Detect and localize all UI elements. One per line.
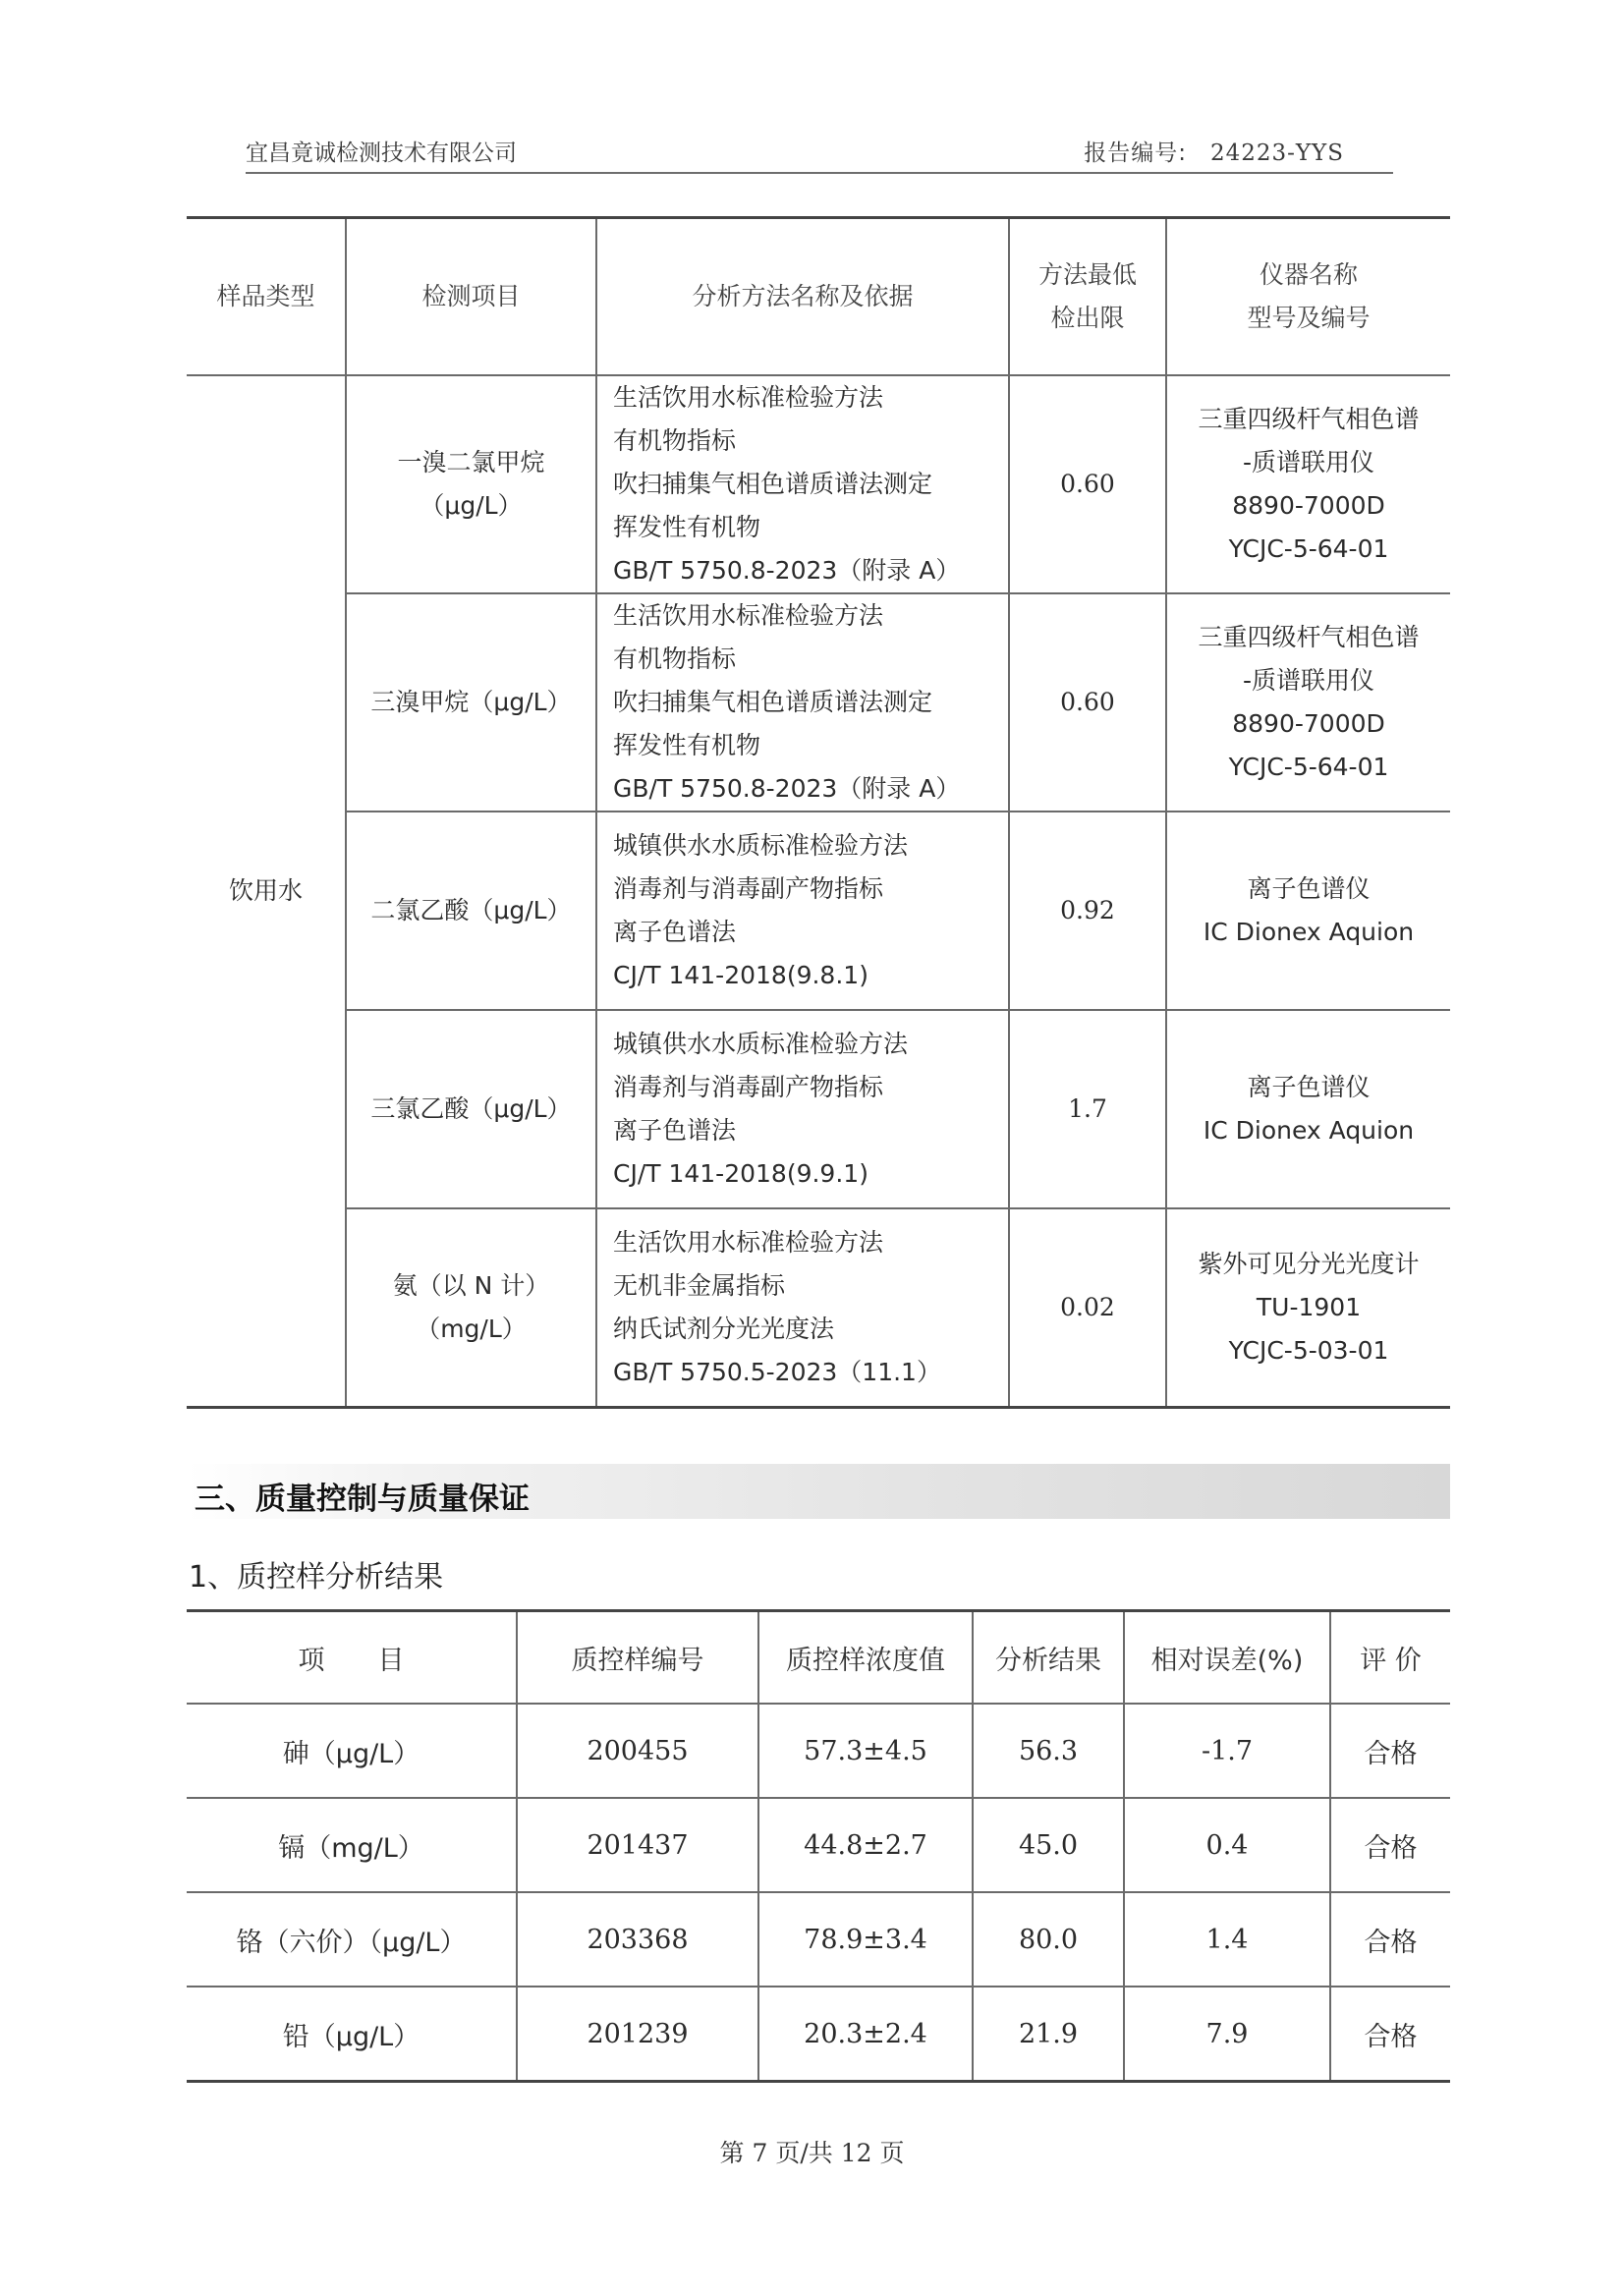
cell-text-line: CJ/T 141-2018(9.8.1): [613, 961, 868, 989]
cell-text-line: 生活饮用水标准检验方法: [613, 383, 884, 412]
qc-table-header-row: [187, 1611, 1450, 1705]
cell-text-line: （μg/L）: [420, 491, 523, 520]
cell-text-line: IC Dionex Aquion: [1203, 1116, 1415, 1145]
method-cell: [596, 1010, 1009, 1208]
sample-type-cell: 饮用水: [187, 375, 346, 1408]
cell-text-line: 挥发性有机物: [613, 731, 761, 759]
table-row: [187, 1798, 1450, 1892]
table-row: [187, 1704, 1450, 1798]
cell-text-line: 消毒剂与消毒副产物指标: [613, 1073, 884, 1101]
cell-text-line: 无机非金属指标: [613, 1271, 786, 1300]
method-cell: [596, 1208, 1009, 1408]
item-cell: [346, 1208, 596, 1408]
cell-text-line: 有机物指标: [613, 426, 737, 455]
cell-text-line: （mg/L）: [416, 1315, 527, 1343]
qc-evaluation-cell: 合格: [1330, 1892, 1450, 1987]
qc-sample-no-cell: 201239: [517, 1987, 758, 2082]
qc-sample-no-cell: 203368: [517, 1892, 758, 1987]
qc-concentration-cell: 78.9±3.4: [758, 1892, 973, 1987]
cell-text-line: 纳氏试剂分光光度法: [613, 1315, 835, 1343]
qc-header-result: 分析结果: [973, 1611, 1124, 1705]
qc-item-cell: 砷（μg/L）: [187, 1704, 517, 1798]
item-cell: [346, 593, 596, 812]
qc-result-cell: 56.3: [973, 1704, 1124, 1798]
instrument-cell: [1166, 812, 1450, 1010]
cell-text-line: 三重四级杆气相色谱: [1198, 405, 1420, 433]
page-number: 第 7 页/共 12 页: [719, 2139, 905, 2167]
qc-header-evaluation: 评 价: [1330, 1611, 1450, 1705]
cell-text-line: 生活饮用水标准检验方法: [613, 601, 884, 630]
cell-text-line: 生活饮用水标准检验方法: [613, 1228, 884, 1257]
cell-text-line: 一溴二氯甲烷: [397, 448, 545, 476]
header-item: 检测项目: [346, 218, 596, 376]
limit-cell: 0.02: [1009, 1208, 1166, 1408]
cell-text-line: YCJC-5-64-01: [1228, 534, 1389, 563]
cell-text-line: 氨（以 N 计）: [392, 1271, 550, 1300]
cell-text-line: 三溴甲烷（μg/L）: [370, 688, 572, 716]
cell-text-line: 检出限: [1050, 304, 1125, 332]
table-row: [187, 812, 1450, 1010]
qc-concentration-cell: 57.3±4.5: [758, 1704, 973, 1798]
qc-results-table: [187, 1609, 1450, 2083]
report-number-value: 24223-YYS: [1209, 140, 1344, 166]
cell-text-line: 二氯乙酸（μg/L）: [370, 896, 572, 924]
instrument-cell: [1166, 593, 1450, 812]
instrument-cell: [1166, 1010, 1450, 1208]
qc-result-cell: 80.0: [973, 1892, 1124, 1987]
table-row: [187, 1208, 1450, 1408]
cell-text-line: 三重四级杆气相色谱: [1198, 623, 1420, 651]
section-heading: [187, 1464, 1450, 1519]
limit-cell: 0.60: [1009, 375, 1166, 593]
method-cell: [596, 593, 1009, 812]
qc-rel-error-cell: 1.4: [1124, 1892, 1330, 1987]
cell-text-line: 有机物指标: [613, 644, 737, 673]
qc-header-item: 项 目: [187, 1611, 517, 1705]
cell-text-line: 离子色谱仪: [1247, 1073, 1371, 1101]
table-row: [187, 593, 1450, 812]
cell-text-line: 8890-7000D: [1232, 491, 1385, 520]
instrument-cell: [1166, 375, 1450, 593]
cell-text-line: 仪器名称: [1259, 260, 1358, 289]
cell-text-line: 离子色谱仪: [1247, 874, 1371, 903]
cell-text-line: GB/T 5750.8-2023（附录 A）: [613, 556, 961, 585]
cell-text-line: CJ/T 141-2018(9.9.1): [613, 1159, 868, 1188]
cell-text-line: GB/T 5750.8-2023（附录 A）: [613, 774, 961, 803]
qc-evaluation-cell: 合格: [1330, 1987, 1450, 2082]
section-title: 三、质量控制与质量保证: [195, 1482, 530, 1517]
cell-text-line: 方法最低: [1037, 260, 1137, 289]
cell-text-line: IC Dionex Aquion: [1203, 918, 1415, 946]
qc-header-sample-no: 质控样编号: [517, 1611, 758, 1705]
qc-evaluation-cell: 合格: [1330, 1704, 1450, 1798]
qc-item-cell: 镉（mg/L）: [187, 1798, 517, 1892]
cell-text-line: TU-1901: [1256, 1293, 1362, 1321]
table-row: [187, 1892, 1450, 1987]
qc-evaluation-cell: 合格: [1330, 1798, 1450, 1892]
item-cell: [346, 375, 596, 593]
cell-text-line: YCJC-5-03-01: [1228, 1336, 1389, 1365]
cell-text-line: 挥发性有机物: [613, 513, 761, 541]
cell-text-line: 三氯乙酸（μg/L）: [370, 1094, 572, 1123]
qc-rel-error-cell: 7.9: [1124, 1987, 1330, 2082]
item-cell: [346, 812, 596, 1010]
qc-result-cell: 45.0: [973, 1798, 1124, 1892]
qc-header-concentration: 质控样浓度值: [758, 1611, 973, 1705]
item-cell: [346, 1010, 596, 1208]
cell-text-line: 离子色谱法: [613, 918, 737, 946]
qc-concentration-cell: 44.8±2.7: [758, 1798, 973, 1892]
limit-cell: 0.92: [1009, 812, 1166, 1010]
company-name: 宜昌竟诚检测技术有限公司: [246, 140, 517, 166]
table-row: [187, 1010, 1450, 1208]
cell-text-line: 城镇供水水质标准检验方法: [613, 1030, 909, 1058]
cell-text-line: 紫外可见分光光度计: [1198, 1250, 1420, 1278]
instrument-cell: [1166, 1208, 1450, 1408]
methods-table-header-row: [187, 218, 1450, 376]
header-limit: [1009, 218, 1166, 376]
qc-result-cell: 21.9: [973, 1987, 1124, 2082]
method-cell: [596, 375, 1009, 593]
header-sample-type: 样品类型: [187, 218, 346, 376]
report-number-label: 报告编号:: [1084, 140, 1187, 166]
qc-header-rel-error: 相对误差(%): [1124, 1611, 1330, 1705]
subsection-title: 1、质控样分析结果: [189, 1560, 444, 1595]
cell-text-line: 8890-7000D: [1232, 709, 1385, 738]
cell-text-line: 离子色谱法: [613, 1116, 737, 1145]
table-row: [187, 1987, 1450, 2082]
cell-text-line: YCJC-5-64-01: [1228, 753, 1389, 781]
qc-sample-no-cell: 201437: [517, 1798, 758, 1892]
qc-sample-no-cell: 200455: [517, 1704, 758, 1798]
cell-text-line: -质谱联用仪: [1242, 448, 1375, 476]
qc-item-cell: 铅（μg/L）: [187, 1987, 517, 2082]
qc-concentration-cell: 20.3±2.4: [758, 1987, 973, 2082]
cell-text-line: 型号及编号: [1247, 304, 1371, 332]
header-instrument: [1166, 218, 1450, 376]
limit-cell: 1.7: [1009, 1010, 1166, 1208]
method-cell: [596, 812, 1009, 1010]
cell-text-line: 消毒剂与消毒副产物指标: [613, 874, 884, 903]
cell-text-line: 吹扫捕集气相色谱质谱法测定: [613, 470, 933, 498]
qc-rel-error-cell: 0.4: [1124, 1798, 1330, 1892]
qc-rel-error-cell: -1.7: [1124, 1704, 1330, 1798]
cell-text-line: -质谱联用仪: [1242, 666, 1375, 695]
methods-table: [187, 216, 1450, 1409]
qc-item-cell: 铬（六价）（μg/L）: [187, 1892, 517, 1987]
table-row: [187, 375, 1450, 593]
header-method: 分析方法名称及依据: [596, 218, 1009, 376]
limit-cell: 0.60: [1009, 593, 1166, 812]
cell-text-line: 吹扫捕集气相色谱质谱法测定: [613, 688, 933, 716]
cell-text-line: 城镇供水水质标准检验方法: [613, 831, 909, 860]
cell-text-line: GB/T 5750.5-2023（11.1）: [613, 1358, 941, 1386]
report-number: [1084, 135, 1344, 167]
page-header: [246, 133, 1393, 174]
